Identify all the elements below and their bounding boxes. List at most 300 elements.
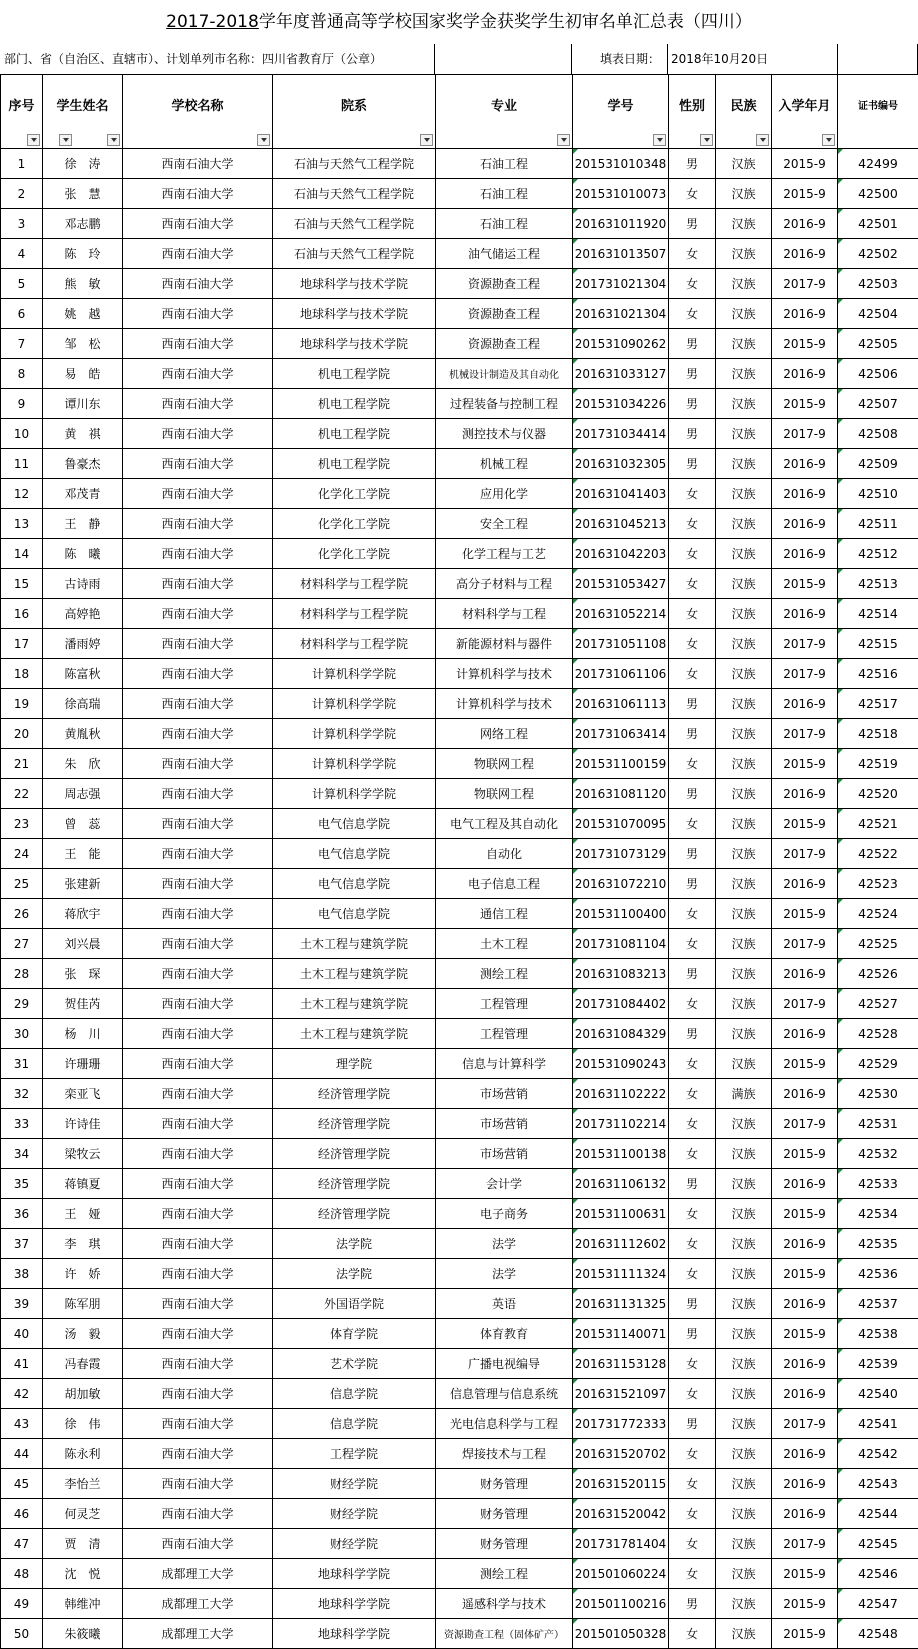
cell-cert-no[interactable]: 42510 [838,479,918,509]
cell-gender[interactable]: 男 [669,1589,716,1619]
cell-cert-no[interactable]: 42500 [838,179,918,209]
cell-department[interactable]: 经济管理学院 [273,1199,436,1229]
cell-school[interactable]: 西南石油大学 [123,389,273,419]
cell-index[interactable]: 30 [1,1019,43,1049]
cell-index[interactable]: 26 [1,899,43,929]
cell-index[interactable]: 32 [1,1079,43,1109]
cell-name[interactable]: 汤 毅 [43,1319,123,1349]
cell-student-id[interactable]: 201501060224 [573,1559,669,1589]
cell-school[interactable]: 西南石油大学 [123,1439,273,1469]
cell-ethnicity[interactable]: 汉族 [716,269,772,299]
cell-ethnicity[interactable]: 汉族 [716,359,772,389]
cell-index[interactable]: 45 [1,1469,43,1499]
cell-cert-no[interactable]: 42499 [838,149,918,179]
filter-dropdown-icon[interactable] [700,134,713,146]
cell-gender[interactable]: 男 [669,959,716,989]
cell-school[interactable]: 西南石油大学 [123,239,273,269]
cell-cert-no[interactable]: 42540 [838,1379,918,1409]
cell-name[interactable]: 胡加敏 [43,1379,123,1409]
cell-cert-no[interactable]: 42530 [838,1079,918,1109]
cell-index[interactable]: 40 [1,1319,43,1349]
cell-name[interactable]: 朱筱曦 [43,1619,123,1649]
cell-name[interactable]: 张 慧 [43,179,123,209]
cell-enroll-date[interactable]: 2016-9 [772,779,838,809]
cell-index[interactable]: 41 [1,1349,43,1379]
cell-major[interactable]: 市场营销 [436,1079,573,1109]
cell-cert-no[interactable]: 42508 [838,419,918,449]
cell-gender[interactable]: 男 [669,209,716,239]
cell-name[interactable]: 陈军朋 [43,1289,123,1319]
cell-enroll-date[interactable]: 2016-9 [772,1289,838,1319]
cell-student-id[interactable]: 201731102214 [573,1109,669,1139]
cell-cert-no[interactable]: 42544 [838,1499,918,1529]
cell-student-id[interactable]: 201531090262 [573,329,669,359]
cell-school[interactable]: 西南石油大学 [123,1529,273,1559]
filter-dropdown-icon[interactable] [59,134,72,146]
cell-enroll-date[interactable]: 2016-9 [772,1079,838,1109]
cell-major[interactable]: 会计学 [436,1169,573,1199]
cell-ethnicity[interactable]: 汉族 [716,1529,772,1559]
cell-cert-no[interactable]: 42519 [838,749,918,779]
cell-index[interactable]: 5 [1,269,43,299]
cell-gender[interactable]: 男 [669,1409,716,1439]
cell-name[interactable]: 许 娇 [43,1259,123,1289]
cell-name[interactable]: 曾 蕊 [43,809,123,839]
cell-index[interactable]: 1 [1,149,43,179]
cell-gender[interactable]: 女 [669,269,716,299]
cell-index[interactable]: 18 [1,659,43,689]
filter-dropdown-icon[interactable] [557,134,570,146]
cell-index[interactable]: 8 [1,359,43,389]
cell-gender[interactable]: 女 [669,1559,716,1589]
cell-student-id[interactable]: 201631072210 [573,869,669,899]
cell-ethnicity[interactable]: 汉族 [716,749,772,779]
cell-department[interactable]: 土木工程与建筑学院 [273,989,436,1019]
cell-department[interactable]: 机电工程学院 [273,389,436,419]
cell-department[interactable]: 石油与天然气工程学院 [273,149,436,179]
cell-student-id[interactable]: 201631081120 [573,779,669,809]
cell-ethnicity[interactable]: 汉族 [716,1589,772,1619]
cell-name[interactable]: 张 琛 [43,959,123,989]
cell-ethnicity[interactable]: 汉族 [716,1469,772,1499]
cell-gender[interactable]: 男 [669,389,716,419]
cell-gender[interactable]: 女 [669,659,716,689]
cell-department[interactable]: 地球科学与技术学院 [273,269,436,299]
cell-gender[interactable]: 女 [669,929,716,959]
cell-student-id[interactable]: 201501100216 [573,1589,669,1619]
cell-index[interactable]: 14 [1,539,43,569]
cell-name[interactable]: 王 能 [43,839,123,869]
cell-index[interactable]: 50 [1,1619,43,1649]
cell-student-id[interactable]: 201631106132 [573,1169,669,1199]
cell-school[interactable]: 西南石油大学 [123,1349,273,1379]
cell-cert-no[interactable]: 42522 [838,839,918,869]
cell-index[interactable]: 22 [1,779,43,809]
cell-major[interactable]: 资源勘查工程 [436,329,573,359]
cell-ethnicity[interactable]: 汉族 [716,1049,772,1079]
cell-name[interactable]: 徐高瑞 [43,689,123,719]
cell-department[interactable]: 地球科学学院 [273,1619,436,1649]
cell-school[interactable]: 西南石油大学 [123,149,273,179]
cell-index[interactable]: 19 [1,689,43,719]
cell-school[interactable]: 西南石油大学 [123,629,273,659]
cell-department[interactable]: 机电工程学院 [273,449,436,479]
cell-enroll-date[interactable]: 2015-9 [772,1319,838,1349]
cell-major[interactable]: 信息与计算科学 [436,1049,573,1079]
cell-index[interactable]: 34 [1,1139,43,1169]
cell-student-id[interactable]: 201631521097 [573,1379,669,1409]
cell-name[interactable]: 黄 祺 [43,419,123,449]
cell-major[interactable]: 机械设计制造及其自动化 [436,359,573,389]
cell-name[interactable]: 杨 川 [43,1019,123,1049]
filter-dropdown-icon[interactable] [822,134,835,146]
cell-name[interactable]: 何灵芝 [43,1499,123,1529]
cell-ethnicity[interactable]: 满族 [716,1079,772,1109]
cell-school[interactable]: 西南石油大学 [123,269,273,299]
cell-school[interactable]: 西南石油大学 [123,839,273,869]
cell-major[interactable]: 市场营销 [436,1139,573,1169]
cell-gender[interactable]: 女 [669,1199,716,1229]
cell-enroll-date[interactable]: 2015-9 [772,389,838,419]
cell-department[interactable]: 计算机科学学院 [273,659,436,689]
cell-name[interactable]: 许珊珊 [43,1049,123,1079]
cell-department[interactable]: 工程学院 [273,1439,436,1469]
cell-gender[interactable]: 男 [669,779,716,809]
cell-student-id[interactable]: 201531100631 [573,1199,669,1229]
cell-index[interactable]: 46 [1,1499,43,1529]
cell-index[interactable]: 39 [1,1289,43,1319]
cell-school[interactable]: 西南石油大学 [123,659,273,689]
cell-index[interactable]: 43 [1,1409,43,1439]
cell-school[interactable]: 西南石油大学 [123,869,273,899]
cell-school[interactable]: 西南石油大学 [123,1139,273,1169]
cell-name[interactable]: 黄胤秋 [43,719,123,749]
cell-ethnicity[interactable]: 汉族 [716,479,772,509]
cell-student-id[interactable]: 201631013507 [573,239,669,269]
cell-index[interactable]: 17 [1,629,43,659]
cell-gender[interactable]: 女 [669,1109,716,1139]
cell-ethnicity[interactable]: 汉族 [716,1289,772,1319]
cell-enroll-date[interactable]: 2017-9 [772,719,838,749]
cell-major[interactable]: 焊接技术与工程 [436,1439,573,1469]
cell-department[interactable]: 财经学院 [273,1469,436,1499]
cell-student-id[interactable]: 201731021304 [573,269,669,299]
cell-student-id[interactable]: 201731051108 [573,629,669,659]
cell-student-id[interactable]: 201531053427 [573,569,669,599]
cell-cert-no[interactable]: 42518 [838,719,918,749]
cell-ethnicity[interactable]: 汉族 [716,509,772,539]
cell-department[interactable]: 法学院 [273,1259,436,1289]
cell-major[interactable]: 光电信息科学与工程 [436,1409,573,1439]
cell-gender[interactable]: 女 [669,629,716,659]
cell-department[interactable]: 石油与天然气工程学院 [273,239,436,269]
cell-major[interactable]: 土木工程 [436,929,573,959]
cell-cert-no[interactable]: 42548 [838,1619,918,1649]
cell-gender[interactable]: 女 [669,1259,716,1289]
cell-cert-no[interactable]: 42512 [838,539,918,569]
cell-cert-no[interactable]: 42514 [838,599,918,629]
cell-cert-no[interactable]: 42523 [838,869,918,899]
cell-school[interactable]: 西南石油大学 [123,299,273,329]
cell-student-id[interactable]: 201531010073 [573,179,669,209]
cell-department[interactable]: 地球科学与技术学院 [273,299,436,329]
cell-enroll-date[interactable]: 2015-9 [772,749,838,779]
cell-student-id[interactable]: 201631153128 [573,1349,669,1379]
cell-student-id[interactable]: 201531100138 [573,1139,669,1169]
cell-gender[interactable]: 女 [669,899,716,929]
cell-student-id[interactable]: 201631520702 [573,1439,669,1469]
cell-student-id[interactable]: 201531070095 [573,809,669,839]
cell-student-id[interactable]: 201631083213 [573,959,669,989]
cell-ethnicity[interactable]: 汉族 [716,1409,772,1439]
cell-major[interactable]: 测绘工程 [436,959,573,989]
cell-school[interactable]: 西南石油大学 [123,1079,273,1109]
cell-gender[interactable]: 女 [669,479,716,509]
cell-enroll-date[interactable]: 2016-9 [772,869,838,899]
cell-name[interactable]: 陈 曦 [43,539,123,569]
cell-gender[interactable]: 男 [669,1289,716,1319]
cell-school[interactable]: 西南石油大学 [123,779,273,809]
cell-school[interactable]: 西南石油大学 [123,599,273,629]
cell-student-id[interactable]: 201531090243 [573,1049,669,1079]
filter-dropdown-icon[interactable] [107,134,120,146]
cell-enroll-date[interactable]: 2015-9 [772,569,838,599]
cell-enroll-date[interactable]: 2017-9 [772,929,838,959]
cell-school[interactable]: 西南石油大学 [123,449,273,479]
cell-index[interactable]: 9 [1,389,43,419]
cell-ethnicity[interactable]: 汉族 [716,179,772,209]
filter-dropdown-icon[interactable] [653,134,666,146]
cell-student-id[interactable]: 201631061113 [573,689,669,719]
cell-gender[interactable]: 男 [669,359,716,389]
cell-name[interactable]: 刘兴晨 [43,929,123,959]
cell-school[interactable]: 西南石油大学 [123,989,273,1019]
cell-name[interactable]: 古诗雨 [43,569,123,599]
cell-gender[interactable]: 女 [669,1619,716,1649]
cell-major[interactable]: 资源勘查工程（固体矿产） [436,1619,573,1649]
cell-gender[interactable]: 女 [669,539,716,569]
cell-gender[interactable]: 男 [669,419,716,449]
cell-student-id[interactable]: 201531100159 [573,749,669,779]
cell-enroll-date[interactable]: 2016-9 [772,1349,838,1379]
cell-department[interactable]: 财经学院 [273,1529,436,1559]
cell-ethnicity[interactable]: 汉族 [716,1229,772,1259]
cell-cert-no[interactable]: 42511 [838,509,918,539]
cell-school[interactable]: 成都理工大学 [123,1619,273,1649]
cell-gender[interactable]: 女 [669,1499,716,1529]
cell-index[interactable]: 6 [1,299,43,329]
cell-ethnicity[interactable]: 汉族 [716,1169,772,1199]
cell-school[interactable]: 西南石油大学 [123,899,273,929]
cell-school[interactable]: 西南石油大学 [123,719,273,749]
cell-index[interactable]: 28 [1,959,43,989]
cell-ethnicity[interactable]: 汉族 [716,989,772,1019]
cell-student-id[interactable]: 201501050328 [573,1619,669,1649]
cell-major[interactable]: 工程管理 [436,989,573,1019]
cell-department[interactable]: 计算机科学学院 [273,779,436,809]
cell-gender[interactable]: 女 [669,599,716,629]
cell-major[interactable]: 安全工程 [436,509,573,539]
cell-major[interactable]: 法学 [436,1229,573,1259]
cell-department[interactable]: 电气信息学院 [273,809,436,839]
cell-school[interactable]: 西南石油大学 [123,1499,273,1529]
cell-department[interactable]: 机电工程学院 [273,359,436,389]
cell-gender[interactable]: 女 [669,809,716,839]
cell-enroll-date[interactable]: 2016-9 [772,449,838,479]
cell-index[interactable]: 3 [1,209,43,239]
cell-cert-no[interactable]: 42516 [838,659,918,689]
cell-cert-no[interactable]: 42537 [838,1289,918,1319]
cell-school[interactable]: 成都理工大学 [123,1559,273,1589]
cell-department[interactable]: 理学院 [273,1049,436,1079]
cell-index[interactable]: 37 [1,1229,43,1259]
cell-name[interactable]: 邓茂青 [43,479,123,509]
cell-name[interactable]: 蒋镇夏 [43,1169,123,1199]
cell-cert-no[interactable]: 42509 [838,449,918,479]
cell-name[interactable]: 高婷艳 [43,599,123,629]
cell-student-id[interactable]: 201731084402 [573,989,669,1019]
cell-school[interactable]: 西南石油大学 [123,509,273,539]
cell-student-id[interactable]: 201731081104 [573,929,669,959]
cell-ethnicity[interactable]: 汉族 [716,1019,772,1049]
cell-gender[interactable]: 男 [669,719,716,749]
cell-department[interactable]: 化学化工学院 [273,509,436,539]
cell-cert-no[interactable]: 42542 [838,1439,918,1469]
cell-student-id[interactable]: 201631112602 [573,1229,669,1259]
cell-ethnicity[interactable]: 汉族 [716,839,772,869]
cell-index[interactable]: 16 [1,599,43,629]
cell-student-id[interactable]: 201531010348 [573,149,669,179]
filter-dropdown-icon[interactable] [27,134,40,146]
cell-index[interactable]: 48 [1,1559,43,1589]
cell-index[interactable]: 44 [1,1439,43,1469]
cell-student-id[interactable]: 201731034414 [573,419,669,449]
cell-cert-no[interactable]: 42545 [838,1529,918,1559]
cell-major[interactable]: 自动化 [436,839,573,869]
cell-enroll-date[interactable]: 2016-9 [772,689,838,719]
cell-index[interactable]: 25 [1,869,43,899]
cell-enroll-date[interactable]: 2015-9 [772,179,838,209]
cell-name[interactable]: 贺佳芮 [43,989,123,1019]
cell-gender[interactable]: 女 [669,1469,716,1499]
cell-index[interactable]: 20 [1,719,43,749]
cell-ethnicity[interactable]: 汉族 [716,599,772,629]
cell-name[interactable]: 徐 涛 [43,149,123,179]
cell-department[interactable]: 材料科学与工程学院 [273,569,436,599]
cell-school[interactable]: 西南石油大学 [123,689,273,719]
cell-name[interactable]: 徐 伟 [43,1409,123,1439]
cell-gender[interactable]: 女 [669,1229,716,1259]
cell-cert-no[interactable]: 42505 [838,329,918,359]
cell-ethnicity[interactable]: 汉族 [716,239,772,269]
cell-school[interactable]: 西南石油大学 [123,539,273,569]
cell-enroll-date[interactable]: 2016-9 [772,1379,838,1409]
cell-ethnicity[interactable]: 汉族 [716,1379,772,1409]
cell-department[interactable]: 外国语学院 [273,1289,436,1319]
cell-index[interactable]: 11 [1,449,43,479]
cell-major[interactable]: 财务管理 [436,1469,573,1499]
cell-student-id[interactable]: 201631032305 [573,449,669,479]
cell-school[interactable]: 西南石油大学 [123,959,273,989]
cell-index[interactable]: 35 [1,1169,43,1199]
cell-name[interactable]: 朱 欣 [43,749,123,779]
cell-school[interactable]: 西南石油大学 [123,569,273,599]
cell-major[interactable]: 应用化学 [436,479,573,509]
cell-index[interactable]: 38 [1,1259,43,1289]
cell-cert-no[interactable]: 42531 [838,1109,918,1139]
cell-name[interactable]: 冯春霞 [43,1349,123,1379]
cell-major[interactable]: 石油工程 [436,149,573,179]
cell-department[interactable]: 化学化工学院 [273,539,436,569]
cell-student-id[interactable]: 201631102222 [573,1079,669,1109]
cell-enroll-date[interactable]: 2016-9 [772,1019,838,1049]
cell-index[interactable]: 36 [1,1199,43,1229]
cell-ethnicity[interactable]: 汉族 [716,809,772,839]
cell-cert-no[interactable]: 42529 [838,1049,918,1079]
cell-ethnicity[interactable]: 汉族 [716,149,772,179]
cell-major[interactable]: 油气储运工程 [436,239,573,269]
cell-enroll-date[interactable]: 2016-9 [772,239,838,269]
cell-department[interactable]: 石油与天然气工程学院 [273,209,436,239]
cell-ethnicity[interactable]: 汉族 [716,209,772,239]
cell-major[interactable]: 信息管理与信息系统 [436,1379,573,1409]
cell-cert-no[interactable]: 42527 [838,989,918,1019]
cell-department[interactable]: 财经学院 [273,1499,436,1529]
cell-ethnicity[interactable]: 汉族 [716,1559,772,1589]
cell-gender[interactable]: 男 [669,869,716,899]
cell-enroll-date[interactable]: 2017-9 [772,839,838,869]
cell-major[interactable]: 物联网工程 [436,779,573,809]
cell-name[interactable]: 蒋欣宇 [43,899,123,929]
cell-student-id[interactable]: 201631041403 [573,479,669,509]
cell-major[interactable]: 市场营销 [436,1109,573,1139]
cell-department[interactable]: 体育学院 [273,1319,436,1349]
cell-cert-no[interactable]: 42533 [838,1169,918,1199]
cell-enroll-date[interactable]: 2016-9 [772,1229,838,1259]
cell-name[interactable]: 王 静 [43,509,123,539]
cell-ethnicity[interactable]: 汉族 [716,1439,772,1469]
cell-major[interactable]: 体育教育 [436,1319,573,1349]
cell-major[interactable]: 材料科学与工程 [436,599,573,629]
cell-ethnicity[interactable]: 汉族 [716,899,772,929]
cell-name[interactable]: 许诗佳 [43,1109,123,1139]
cell-enroll-date[interactable]: 2016-9 [772,1469,838,1499]
cell-cert-no[interactable]: 42538 [838,1319,918,1349]
cell-major[interactable]: 资源勘查工程 [436,299,573,329]
cell-index[interactable]: 49 [1,1589,43,1619]
cell-enroll-date[interactable]: 2016-9 [772,209,838,239]
cell-enroll-date[interactable]: 2017-9 [772,659,838,689]
cell-cert-no[interactable]: 42521 [838,809,918,839]
cell-index[interactable]: 27 [1,929,43,959]
cell-cert-no[interactable]: 42525 [838,929,918,959]
cell-ethnicity[interactable]: 汉族 [716,929,772,959]
cell-major[interactable]: 石油工程 [436,209,573,239]
cell-major[interactable]: 机械工程 [436,449,573,479]
cell-index[interactable]: 15 [1,569,43,599]
cell-gender[interactable]: 男 [669,329,716,359]
cell-major[interactable]: 测绘工程 [436,1559,573,1589]
cell-enroll-date[interactable]: 2016-9 [772,359,838,389]
filter-dropdown-icon[interactable] [756,134,769,146]
cell-gender[interactable]: 男 [669,1019,716,1049]
cell-gender[interactable]: 女 [669,1079,716,1109]
cell-department[interactable]: 机电工程学院 [273,419,436,449]
cell-ethnicity[interactable]: 汉族 [716,1349,772,1379]
cell-name[interactable]: 王 娅 [43,1199,123,1229]
cell-enroll-date[interactable]: 2015-9 [772,1199,838,1229]
cell-name[interactable]: 韩维冲 [43,1589,123,1619]
